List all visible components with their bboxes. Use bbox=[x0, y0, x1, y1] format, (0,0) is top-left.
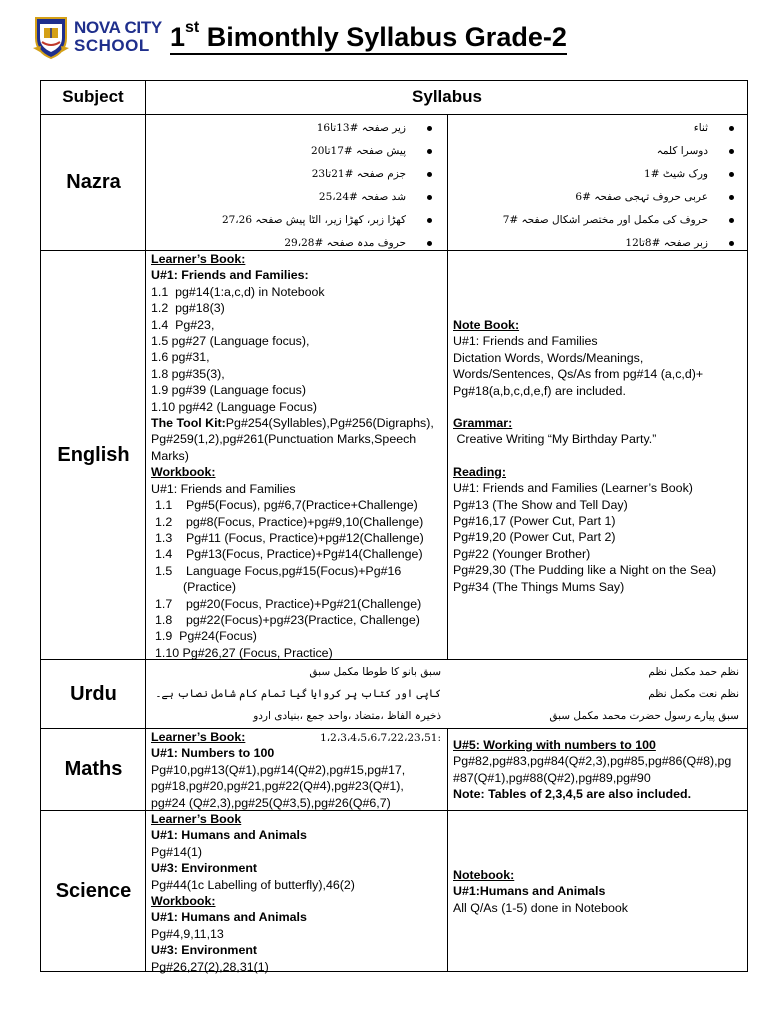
bullet-icon bbox=[427, 241, 432, 246]
english-item: 1.5 pg#27 (Language focus), bbox=[151, 334, 310, 349]
reading-line: U#1: Friends and Families (Learner’s Book) bbox=[453, 481, 693, 496]
bullet-icon bbox=[427, 218, 432, 223]
reading-line: Pg#22 (Younger Brother) bbox=[453, 546, 591, 561]
workbook-item: 1.8 pg#22(Focus)+pg#23(Practice, Challenge) bbox=[155, 612, 420, 627]
notebook-line: Words/Sentences, Qs/As from pg#14 (a,c,d)+ bbox=[453, 367, 704, 382]
workbook-item: 1.4 Pg#13(Focus, Practice)+Pg#14(Challenge) bbox=[155, 547, 423, 562]
nazra-right-item: دوسرا کلمہ bbox=[448, 140, 748, 163]
urdu-left-line: ذخیرہ الفاظ ،متضاد ،واحد جمع ،بنیادی اردو :1،2،3،4،5،6،7،22،23،51 bbox=[253, 710, 441, 744]
science-notebook-heading: Notebook: bbox=[453, 868, 515, 882]
nazra-right-item: ورک شیٹ #1 bbox=[448, 163, 748, 186]
english-item: 1.9 pg#39 (Language focus) bbox=[151, 383, 307, 398]
english-reading-heading: Reading: bbox=[453, 464, 507, 479]
workbook-item: (Practice) bbox=[183, 580, 237, 595]
maths-right-line: Pg#82,pg#83,pg#84(Q#2,3),pg#85,pg#86(Q#8),pg bbox=[453, 754, 732, 769]
page-header bbox=[0, 0, 768, 80]
maths-left-line: pg#18,pg#20,pg#21,pg#22(Q#4),pg#23(Q#1), bbox=[151, 779, 404, 794]
nazra-left-item: کھڑا زبر، کھڑا زیر، الٹا پیش صفحہ 27،26 bbox=[146, 209, 446, 232]
bullet-icon bbox=[729, 149, 734, 154]
science-workbook-heading: Workbook: bbox=[151, 894, 216, 909]
english-grammar-line: Creative Writing “My Birthday Party.” bbox=[453, 432, 657, 447]
page-title bbox=[170, 18, 567, 55]
maths-unit5-heading: U#5: Working with numbers to 100 bbox=[453, 738, 656, 752]
notebook-line: Dictation Words, Words/Meanings, bbox=[453, 350, 644, 365]
science-learners-book-heading: Learner’s Book bbox=[151, 812, 242, 826]
workbook-item: 1.10 Pg#26,27 (Focus, Practice) bbox=[155, 645, 333, 660]
workbook-item: 1.3 Pg#11 (Focus, Practice)+pg#12(Challenge) bbox=[155, 530, 424, 545]
english-notebook-heading: Note Book: bbox=[453, 318, 520, 332]
workbook-item: 1.7 pg#20(Focus, Practice)+Pg#21(Challenge) bbox=[155, 596, 422, 611]
english-workbook-heading: Workbook: bbox=[151, 465, 216, 480]
bullet-icon bbox=[729, 126, 734, 131]
school-logo bbox=[32, 12, 164, 62]
subject-maths: Maths bbox=[64, 758, 123, 780]
nazra-left-item: شد صفحہ #25،24 bbox=[146, 186, 446, 209]
english-item: 1.8 pg#35(3), bbox=[151, 366, 225, 381]
bullet-icon bbox=[427, 195, 432, 200]
urdu-right-line: سبق پیارے رسول حضرت محمد مکمل سبق bbox=[549, 710, 739, 722]
reading-line: Pg#13 (The Show and Tell Day) bbox=[453, 497, 628, 512]
science-notebook-line: All Q/As (1-5) done in Notebook bbox=[453, 900, 628, 915]
english-item: 1.6 pg#31, bbox=[151, 350, 210, 365]
nazra-right bbox=[448, 117, 748, 249]
english-left bbox=[151, 251, 447, 659]
science-u3-pages: Pg#44(1c Labelling of butterfly),46(2) bbox=[151, 877, 355, 892]
nazra-right-item: ثناء bbox=[448, 117, 748, 140]
maths-left-line: Pg#10,pg#13(Q#1),pg#14(Q#2),pg#15,pg#17, bbox=[151, 762, 406, 777]
english-right bbox=[453, 317, 747, 657]
science-notebook-unit: U#1:Humans and Animals bbox=[453, 884, 606, 899]
bullet-icon bbox=[427, 126, 432, 131]
nazra-right-item: حروف کی مکمل اور مختصر اشکال صفحہ #7 bbox=[448, 209, 748, 232]
reading-line: Pg#29,30 (The Pudding like a Night on the Sea) bbox=[453, 563, 717, 578]
science-wb-u3: U#3: Environment bbox=[151, 943, 258, 958]
maths-left-lines bbox=[151, 762, 447, 811]
english-item: 1.2 pg#18(3) bbox=[151, 301, 225, 316]
school-crest-icon bbox=[32, 12, 70, 60]
english-unit-heading: U#1: Friends and Families: bbox=[151, 268, 309, 283]
notebook-line: U#1: Friends and Families bbox=[453, 334, 598, 349]
subject-science: Science bbox=[55, 880, 132, 902]
urdu-right bbox=[453, 661, 739, 727]
maths-right-lines bbox=[453, 753, 747, 786]
english-workbook-unit: U#1: Friends and Families bbox=[151, 481, 296, 496]
science-wb-u1: U#1: Humans and Animals bbox=[151, 910, 307, 925]
reading-line: Pg#16,17 (Power Cut, Part 1) bbox=[453, 514, 616, 529]
header-syllabus: Syllabus bbox=[412, 87, 482, 107]
urdu-left-line: کاپی اور کتاب پر کروایا گیا تمام کام شامل نصاب ہے۔ bbox=[155, 688, 441, 700]
nazra-left-item: زیر صفحہ #13تا16 bbox=[146, 117, 446, 140]
science-u3: U#3: Environment bbox=[151, 861, 258, 876]
maths-note: Note: Tables of 2,3,4,5 are also included. bbox=[453, 787, 692, 802]
science-wb-u3-pages: Pg#26,27(2),28,31(1) bbox=[151, 959, 269, 974]
maths-left-line: pg#24 (Q#2,3),pg#25(Q#3,5),pg#26(Q#6,7) bbox=[151, 795, 391, 810]
syllabus-table bbox=[40, 80, 748, 972]
english-toolkit bbox=[151, 415, 447, 464]
science-u1: U#1: Humans and Animals bbox=[151, 828, 307, 843]
bullet-icon bbox=[729, 172, 734, 177]
english-learners-book-heading: Learner’s Book: bbox=[151, 252, 246, 266]
urdu-left-line: سبق بانو کا طوطا مکمل سبق bbox=[309, 666, 441, 678]
bullet-icon bbox=[729, 195, 734, 200]
title-text: Bimonthly Syllabus Grade-2 bbox=[199, 22, 567, 52]
science-u1-pages: Pg#14(1) bbox=[151, 844, 202, 859]
nazra-right-item: عربی حروف تہجی صفحہ #6 bbox=[448, 186, 748, 209]
english-item: 1.1 pg#14(1:a,c,d) in Notebook bbox=[151, 284, 325, 299]
subject-nazra: Nazra bbox=[66, 171, 121, 193]
workbook-item: 1.1 Pg#5(Focus), pg#6,7(Practice+Challenge) bbox=[155, 498, 418, 513]
urdu-right-line: نظم نعت مکمل نظم bbox=[648, 688, 739, 700]
science-left bbox=[151, 811, 447, 972]
toolkit-text: Pg#254(Syllables),Pg#256(Digraphs), Pg#259(1,2),pg#261(Punctuation Marks,Speech Marks) bbox=[151, 416, 434, 463]
nazra-left-item: حروف مدہ صفحہ #29،28 bbox=[146, 232, 446, 255]
maths-left bbox=[151, 729, 447, 810]
bullet-icon bbox=[427, 172, 432, 177]
maths-unit-heading: U#1: Numbers to 100 bbox=[151, 746, 275, 761]
english-reading-lines bbox=[453, 480, 747, 595]
bullet-icon bbox=[427, 149, 432, 154]
english-item-list bbox=[151, 284, 447, 415]
science-wb-u1-pages: Pg#4,9,11,13 bbox=[151, 926, 224, 941]
title-superscript: st bbox=[185, 19, 200, 36]
nazra-left-item: جزم صفحہ #21تا23 bbox=[146, 163, 446, 186]
nazra-right-item: زبر صفحہ #8تا12 bbox=[448, 232, 748, 255]
english-item: 1.10 pg#42 (Language Focus) bbox=[151, 399, 318, 414]
bullet-icon bbox=[729, 218, 734, 223]
maths-learners-book-heading: Learner’s Book: bbox=[151, 730, 246, 744]
reading-line: Pg#19,20 (Power Cut, Part 2) bbox=[453, 530, 616, 545]
subject-urdu: Urdu bbox=[70, 682, 117, 705]
nazra-left bbox=[146, 117, 446, 249]
maths-right-line: #87(Q#1),pg#88(Q#2),pg#89,pg#90 bbox=[453, 770, 651, 785]
english-grammar-heading: Grammar: bbox=[453, 416, 513, 431]
header-subject: Subject bbox=[62, 87, 124, 107]
maths-right bbox=[453, 737, 747, 809]
notebook-line: Pg#18(a,b,c,d,e,f) are included. bbox=[453, 383, 626, 398]
title-number: 1 bbox=[170, 22, 186, 52]
reading-line: Pg#34 (The Things Mums Say) bbox=[453, 579, 625, 594]
workbook-item: 1.5 Language Focus,pg#15(Focus)+Pg#16 bbox=[155, 563, 402, 578]
logo-text-line1: NOVA CITY bbox=[74, 18, 162, 37]
nazra-left-item: پیش صفحہ #17تا20 bbox=[146, 140, 446, 163]
english-notebook-lines bbox=[453, 333, 747, 399]
subject-english: English bbox=[57, 443, 130, 466]
workbook-item: 1.2 pg#8(Focus, Practice)+pg#9,10(Challenge) bbox=[155, 514, 424, 529]
toolkit-label: The Tool Kit: bbox=[151, 416, 226, 431]
science-right bbox=[453, 867, 747, 927]
english-workbook-list bbox=[151, 497, 447, 661]
bullet-icon bbox=[729, 241, 734, 246]
logo-text-line2: SCHOOL bbox=[74, 36, 150, 55]
workbook-item: 1.9 Pg#24(Focus) bbox=[155, 629, 257, 644]
english-item: 1.4 Pg#23, bbox=[151, 317, 215, 332]
urdu-right-line: نظم حمد مکمل نظم bbox=[648, 666, 739, 678]
